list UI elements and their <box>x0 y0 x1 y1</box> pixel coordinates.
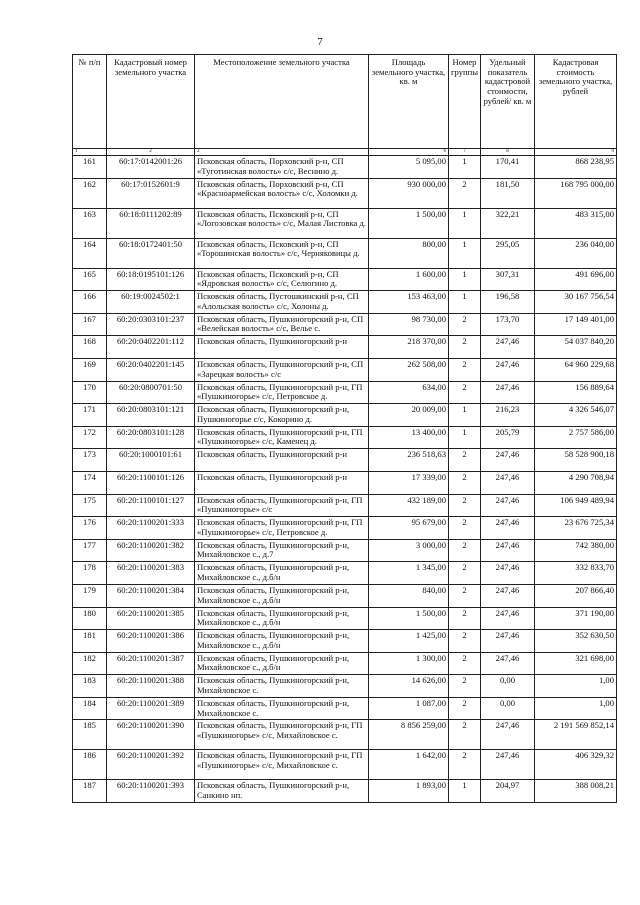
area-cell: 236 518,63 <box>369 449 449 472</box>
cadastral-cost-cell: 352 630,50 <box>535 630 617 653</box>
row-number-cell: 170 <box>73 381 107 404</box>
area-cell: 98 730,00 <box>369 313 449 336</box>
group-number-cell: 2 <box>449 381 481 404</box>
cadastral-cost-cell: 388 008,21 <box>535 780 617 803</box>
cadastral-number-cell: 60:18:0111202:89 <box>107 208 195 238</box>
location-cell: Псковская область, Пушкиногорский р-н, ГП «Пушкиногорье» с/с, Петровское д. <box>195 517 369 540</box>
specific-value-cell: 247,46 <box>481 517 535 540</box>
row-number-cell: 180 <box>73 607 107 630</box>
row-number-cell: 184 <box>73 697 107 720</box>
group-number-cell: 2 <box>449 630 481 653</box>
cadastral-number-cell: 60:20:0803101:121 <box>107 404 195 427</box>
table-row <box>73 697 617 720</box>
specific-value-cell: 0,00 <box>481 697 535 720</box>
cadastral-cost-cell: 406 329,32 <box>535 750 617 780</box>
cadastral-cost-cell: 156 889,64 <box>535 381 617 404</box>
cadastral-number-cell: 60:20:1000101:61 <box>107 449 195 472</box>
area-cell: 930 000,00 <box>369 178 449 208</box>
cadastral-number-cell: 60:19:0024502:1 <box>107 291 195 314</box>
cadastral-number-cell: 60:20:1100201:390 <box>107 720 195 750</box>
cadastral-number-cell: 60:20:1100101:127 <box>107 494 195 517</box>
location-cell: Псковская область, Пушкиногорский р-н <box>195 336 369 359</box>
cadastral-number-cell: 60:17:0152601:9 <box>107 178 195 208</box>
cadastral-cost-cell: 54 037 840,20 <box>535 336 617 359</box>
cadastral-cost-cell: 321 698,00 <box>535 652 617 675</box>
table-row <box>73 607 617 630</box>
location-cell: Псковская область, Порховский р-н, СП «Красноармейская волость» с/с, Холомки д. <box>195 178 369 208</box>
specific-value-cell: 216,23 <box>481 404 535 427</box>
area-cell: 17 339,00 <box>369 471 449 494</box>
location-cell: Псковская область, Пустошкинский р-н, СП «Алольская волость» с/с, Холоны д. <box>195 291 369 314</box>
table-row <box>73 517 617 540</box>
cadastral-cost-cell: 2 191 569 852,14 <box>535 720 617 750</box>
area-cell: 3 000,00 <box>369 539 449 562</box>
specific-value-cell: 247,46 <box>481 471 535 494</box>
location-cell: Псковская область, Пушкиногорский р-н, Михайловское с., д.7 <box>195 539 369 562</box>
row-number-cell: 186 <box>73 750 107 780</box>
area-cell: 432 189,00 <box>369 494 449 517</box>
specific-value-cell: 173,70 <box>481 313 535 336</box>
group-number-cell: 2 <box>449 675 481 698</box>
row-number-cell: 185 <box>73 720 107 750</box>
group-number-cell: 2 <box>449 471 481 494</box>
specific-value-cell: 247,46 <box>481 630 535 653</box>
cadastral-cost-cell: 483 315,00 <box>535 208 617 238</box>
location-cell: Псковская область, Пушкиногорский р-н <box>195 449 369 472</box>
row-number-cell: 183 <box>73 675 107 698</box>
cadastral-number-cell: 60:20:0803101:128 <box>107 426 195 449</box>
area-cell: 14 626,00 <box>369 675 449 698</box>
table-row <box>73 178 617 208</box>
area-cell: 8 856 259,00 <box>369 720 449 750</box>
table-row <box>73 494 617 517</box>
area-cell: 95 679,00 <box>369 517 449 540</box>
table-row <box>73 404 617 427</box>
area-cell: 1 087,00 <box>369 697 449 720</box>
group-number-cell: 2 <box>449 336 481 359</box>
table-row <box>73 720 617 750</box>
header-area: Площадь земельного участка, кв. м <box>369 55 449 149</box>
location-cell: Псковская область, Пушкиногорский р-н, Михайловское с., д.б/н <box>195 562 369 585</box>
cadastral-number-cell: 60:20:1100201:393 <box>107 780 195 803</box>
table-row <box>73 291 617 314</box>
table-row <box>73 750 617 780</box>
header-location: Местоположение земельного участка <box>195 55 369 149</box>
cadastral-number-cell: 60:18:0172401:50 <box>107 238 195 268</box>
cadastral-cost-cell: 23 676 725,34 <box>535 517 617 540</box>
specific-value-cell: 322,21 <box>481 208 535 238</box>
cadastral-cost-cell: 1,00 <box>535 697 617 720</box>
row-number-cell: 187 <box>73 780 107 803</box>
group-number-cell: 1 <box>449 780 481 803</box>
cadastral-cost-cell: 236 040,00 <box>535 238 617 268</box>
row-number-cell: 171 <box>73 404 107 427</box>
cadastral-number-cell: 60:20:1100201:382 <box>107 539 195 562</box>
specific-value-cell: 247,46 <box>481 750 535 780</box>
cadastral-number-cell: 60:20:1100201:333 <box>107 517 195 540</box>
cadastral-number-cell: 60:20:1100201:384 <box>107 584 195 607</box>
cadastral-number-cell: 60:17:0142001:26 <box>107 156 195 179</box>
cadastral-number-cell: 60:20:1100201:383 <box>107 562 195 585</box>
header-specific-value: Удельный показатель кадастровой стоимости, рублей/ кв. м <box>481 55 535 149</box>
row-number-cell: 182 <box>73 652 107 675</box>
page-number: 7 <box>317 36 323 48</box>
group-number-cell: 2 <box>449 607 481 630</box>
table-row <box>73 381 617 404</box>
group-number-cell: 2 <box>449 720 481 750</box>
area-cell: 1 300,00 <box>369 652 449 675</box>
cadastral-number-cell: 60:20:1100201:389 <box>107 697 195 720</box>
area-cell: 1 345,00 <box>369 562 449 585</box>
row-number-cell: 162 <box>73 178 107 208</box>
row-number-cell: 174 <box>73 471 107 494</box>
row-number-cell: 177 <box>73 539 107 562</box>
table-row <box>73 630 617 653</box>
area-cell: 634,00 <box>369 381 449 404</box>
group-number-cell: 2 <box>449 584 481 607</box>
group-number-cell: 2 <box>449 652 481 675</box>
cadastral-cost-cell: 2 757 586,00 <box>535 426 617 449</box>
column-number-row <box>73 149 617 156</box>
table-row <box>73 449 617 472</box>
location-cell: Псковская область, Пушкиногорский р-н, Михайловское с., д.б/н <box>195 630 369 653</box>
group-number-cell: 1 <box>449 291 481 314</box>
location-cell: Псковская область, Пушкиногорский р-н, Пушкиногорье с/с, Кокорино д. <box>195 404 369 427</box>
location-cell: Псковская область, Пушкиногорский р-н, Михайловское с., д.б/н <box>195 584 369 607</box>
table-row <box>73 208 617 238</box>
location-cell: Псковская область, Пушкиногорский р-н, ГП «Пушкиногорье» с/с <box>195 494 369 517</box>
table-row <box>73 238 617 268</box>
table-row <box>73 562 617 585</box>
row-number-cell: 169 <box>73 358 107 381</box>
cadastral-number-cell: 60:20:1100201:385 <box>107 607 195 630</box>
cadastral-cost-cell: 168 795 000,00 <box>535 178 617 208</box>
table-row <box>73 336 617 359</box>
group-number-cell: 1 <box>449 426 481 449</box>
cadastral-cost-cell: 742 380,00 <box>535 539 617 562</box>
cadastral-number-cell: 60:20:0303101:237 <box>107 313 195 336</box>
table-row <box>73 313 617 336</box>
cadastral-cost-cell: 332 833,70 <box>535 562 617 585</box>
area-cell: 5 095,00 <box>369 156 449 179</box>
location-cell: Псковская область, Псковский р-н, СП «Ядровская волость» с/с, Селюгино д. <box>195 268 369 291</box>
area-cell: 1 642,00 <box>369 750 449 780</box>
cadastral-cost-cell: 4 290 708,94 <box>535 471 617 494</box>
group-number-cell: 2 <box>449 517 481 540</box>
table-body <box>73 156 617 803</box>
location-cell: Псковская область, Пушкиногорский р-н, ГП «Пушкиногорье» с/с, Петровское д. <box>195 381 369 404</box>
row-number-cell: 164 <box>73 238 107 268</box>
header-group-number: Номер группы <box>449 55 481 149</box>
cadastral-number-cell: 60:20:0402201:112 <box>107 336 195 359</box>
row-number-cell: 176 <box>73 517 107 540</box>
cadastral-cost-cell: 30 167 756,54 <box>535 291 617 314</box>
column-number: 9 <box>535 149 617 156</box>
specific-value-cell: 247,46 <box>481 652 535 675</box>
location-cell: Псковская область, Пушкиногорский р-н, Михайловское с. <box>195 675 369 698</box>
column-number: 8 <box>481 149 535 156</box>
specific-value-cell: 170,41 <box>481 156 535 179</box>
cadastral-number-cell: 60:20:0800701:50 <box>107 381 195 404</box>
row-number-cell: 165 <box>73 268 107 291</box>
cadastral-number-cell: 60:20:0402201:145 <box>107 358 195 381</box>
column-number: 7 <box>449 149 481 156</box>
table-row <box>73 156 617 179</box>
cadastral-cost-cell: 1,00 <box>535 675 617 698</box>
cadastral-cost-cell: 868 238,95 <box>535 156 617 179</box>
specific-value-cell: 0,00 <box>481 675 535 698</box>
table-header-row <box>73 55 617 149</box>
specific-value-cell: 247,46 <box>481 358 535 381</box>
group-number-cell: 2 <box>449 697 481 720</box>
group-number-cell: 2 <box>449 313 481 336</box>
location-cell: Псковская область, Пушкиногорский р-н, ГП «Пушкиногорье» с/с, Михайловское с. <box>195 720 369 750</box>
area-cell: 1 425,00 <box>369 630 449 653</box>
cadastral-number-cell: 60:18:0195101:126 <box>107 268 195 291</box>
group-number-cell: 2 <box>449 539 481 562</box>
specific-value-cell: 307,31 <box>481 268 535 291</box>
group-number-cell: 1 <box>449 404 481 427</box>
area-cell: 1 600,00 <box>369 268 449 291</box>
location-cell: Псковская область, Псковский р-н, СП «Торошинская волость» с/с, Черняковицы д. <box>195 238 369 268</box>
specific-value-cell: 247,46 <box>481 562 535 585</box>
group-number-cell: 1 <box>449 156 481 179</box>
cadastral-cost-cell: 58 528 900,18 <box>535 449 617 472</box>
specific-value-cell: 247,46 <box>481 584 535 607</box>
group-number-cell: 2 <box>449 494 481 517</box>
group-number-cell: 2 <box>449 449 481 472</box>
row-number-cell: 172 <box>73 426 107 449</box>
group-number-cell: 2 <box>449 358 481 381</box>
cadastral-value-table <box>72 54 617 803</box>
row-number-cell: 173 <box>73 449 107 472</box>
table-row <box>73 780 617 803</box>
cadastral-number-cell: 60:20:1100101:126 <box>107 471 195 494</box>
header-cadastral-number: Кадастровый номер земельного участка <box>107 55 195 149</box>
area-cell: 840,00 <box>369 584 449 607</box>
group-number-cell: 1 <box>449 238 481 268</box>
row-number-cell: 168 <box>73 336 107 359</box>
row-number-cell: 167 <box>73 313 107 336</box>
group-number-cell: 2 <box>449 562 481 585</box>
table-row <box>73 358 617 381</box>
specific-value-cell: 247,46 <box>481 449 535 472</box>
area-cell: 218 370,00 <box>369 336 449 359</box>
location-cell: Псковская область, Псковский р-н, СП «Логозовская волость» с/с, Малая Листовка д. <box>195 208 369 238</box>
cadastral-number-cell: 60:20:1100201:392 <box>107 750 195 780</box>
location-cell: Псковская область, Пушкиногорский р-н, Михайловское с., д.б/н <box>195 652 369 675</box>
specific-value-cell: 247,46 <box>481 720 535 750</box>
column-number: 6 <box>369 149 449 156</box>
location-cell: Псковская область, Пушкиногорский р-н <box>195 471 369 494</box>
table-row <box>73 539 617 562</box>
table-row <box>73 584 617 607</box>
location-cell: Псковская область, Пушкиногорский р-н, Санкино нп. <box>195 780 369 803</box>
table-row <box>73 675 617 698</box>
location-cell: Псковская область, Пушкиногорский р-н, Михайловское с., д.б/н <box>195 607 369 630</box>
row-number-cell: 179 <box>73 584 107 607</box>
cadastral-cost-cell: 4 326 546,07 <box>535 404 617 427</box>
location-cell: Псковская область, Пушкиногорский р-н, ГП «Пушкиногорье» с/с, Каменец д. <box>195 426 369 449</box>
specific-value-cell: 247,46 <box>481 494 535 517</box>
row-number-cell: 163 <box>73 208 107 238</box>
cadastral-cost-cell: 207 866,40 <box>535 584 617 607</box>
location-cell: Псковская область, Пушкиногорский р-н, Михайловское с. <box>195 697 369 720</box>
cadastral-cost-cell: 371 190,00 <box>535 607 617 630</box>
table-row <box>73 426 617 449</box>
row-number-cell: 175 <box>73 494 107 517</box>
specific-value-cell: 196,58 <box>481 291 535 314</box>
table-row <box>73 268 617 291</box>
area-cell: 13 400,00 <box>369 426 449 449</box>
group-number-cell: 2 <box>449 750 481 780</box>
cadastral-number-cell: 60:20:1100201:388 <box>107 675 195 698</box>
specific-value-cell: 204,97 <box>481 780 535 803</box>
table-row <box>73 471 617 494</box>
column-number: 2 <box>107 149 195 156</box>
specific-value-cell: 247,46 <box>481 539 535 562</box>
cadastral-cost-cell: 106 949 489,94 <box>535 494 617 517</box>
cadastral-cost-cell: 17 149 401,00 <box>535 313 617 336</box>
area-cell: 1 500,00 <box>369 607 449 630</box>
column-number: 1 <box>73 149 107 156</box>
area-cell: 20 009,00 <box>369 404 449 427</box>
specific-value-cell: 247,46 <box>481 381 535 404</box>
location-cell: Псковская область, Пушкиногорский р-н, СП «Велейская волость» с/с, Велье с. <box>195 313 369 336</box>
group-number-cell: 2 <box>449 178 481 208</box>
location-cell: Псковская область, Пушкиногорский р-н, ГП «Пушкиногорье» с/с, Михайловское с. <box>195 750 369 780</box>
specific-value-cell: 181,50 <box>481 178 535 208</box>
row-number-cell: 161 <box>73 156 107 179</box>
cadastral-cost-cell: 64 960 229,68 <box>535 358 617 381</box>
specific-value-cell: 247,46 <box>481 336 535 359</box>
group-number-cell: 1 <box>449 208 481 238</box>
location-cell: Псковская область, Пушкиногорский р-н, СП «Зарецкая волость» с/с <box>195 358 369 381</box>
cadastral-number-cell: 60:20:1100201:387 <box>107 652 195 675</box>
area-cell: 800,00 <box>369 238 449 268</box>
cadastral-cost-cell: 491 696,00 <box>535 268 617 291</box>
specific-value-cell: 247,46 <box>481 607 535 630</box>
row-number-cell: 166 <box>73 291 107 314</box>
row-number-cell: 178 <box>73 562 107 585</box>
row-number-cell: 181 <box>73 630 107 653</box>
location-cell: Псковская область, Порховский р-н, СП «Туготинская волость» с/с, Веснино д. <box>195 156 369 179</box>
area-cell: 262 508,00 <box>369 358 449 381</box>
area-cell: 1 893,00 <box>369 780 449 803</box>
specific-value-cell: 205,79 <box>481 426 535 449</box>
cadastral-number-cell: 60:20:1100201:386 <box>107 630 195 653</box>
column-number: 3 <box>195 149 369 156</box>
header-number: № п/п <box>73 55 107 149</box>
table-row <box>73 652 617 675</box>
specific-value-cell: 295,05 <box>481 238 535 268</box>
area-cell: 153 463,00 <box>369 291 449 314</box>
area-cell: 1 500,00 <box>369 208 449 238</box>
header-cadastral-cost: Кадастровая стоимость земельного участка, рублей <box>535 55 617 149</box>
group-number-cell: 1 <box>449 268 481 291</box>
